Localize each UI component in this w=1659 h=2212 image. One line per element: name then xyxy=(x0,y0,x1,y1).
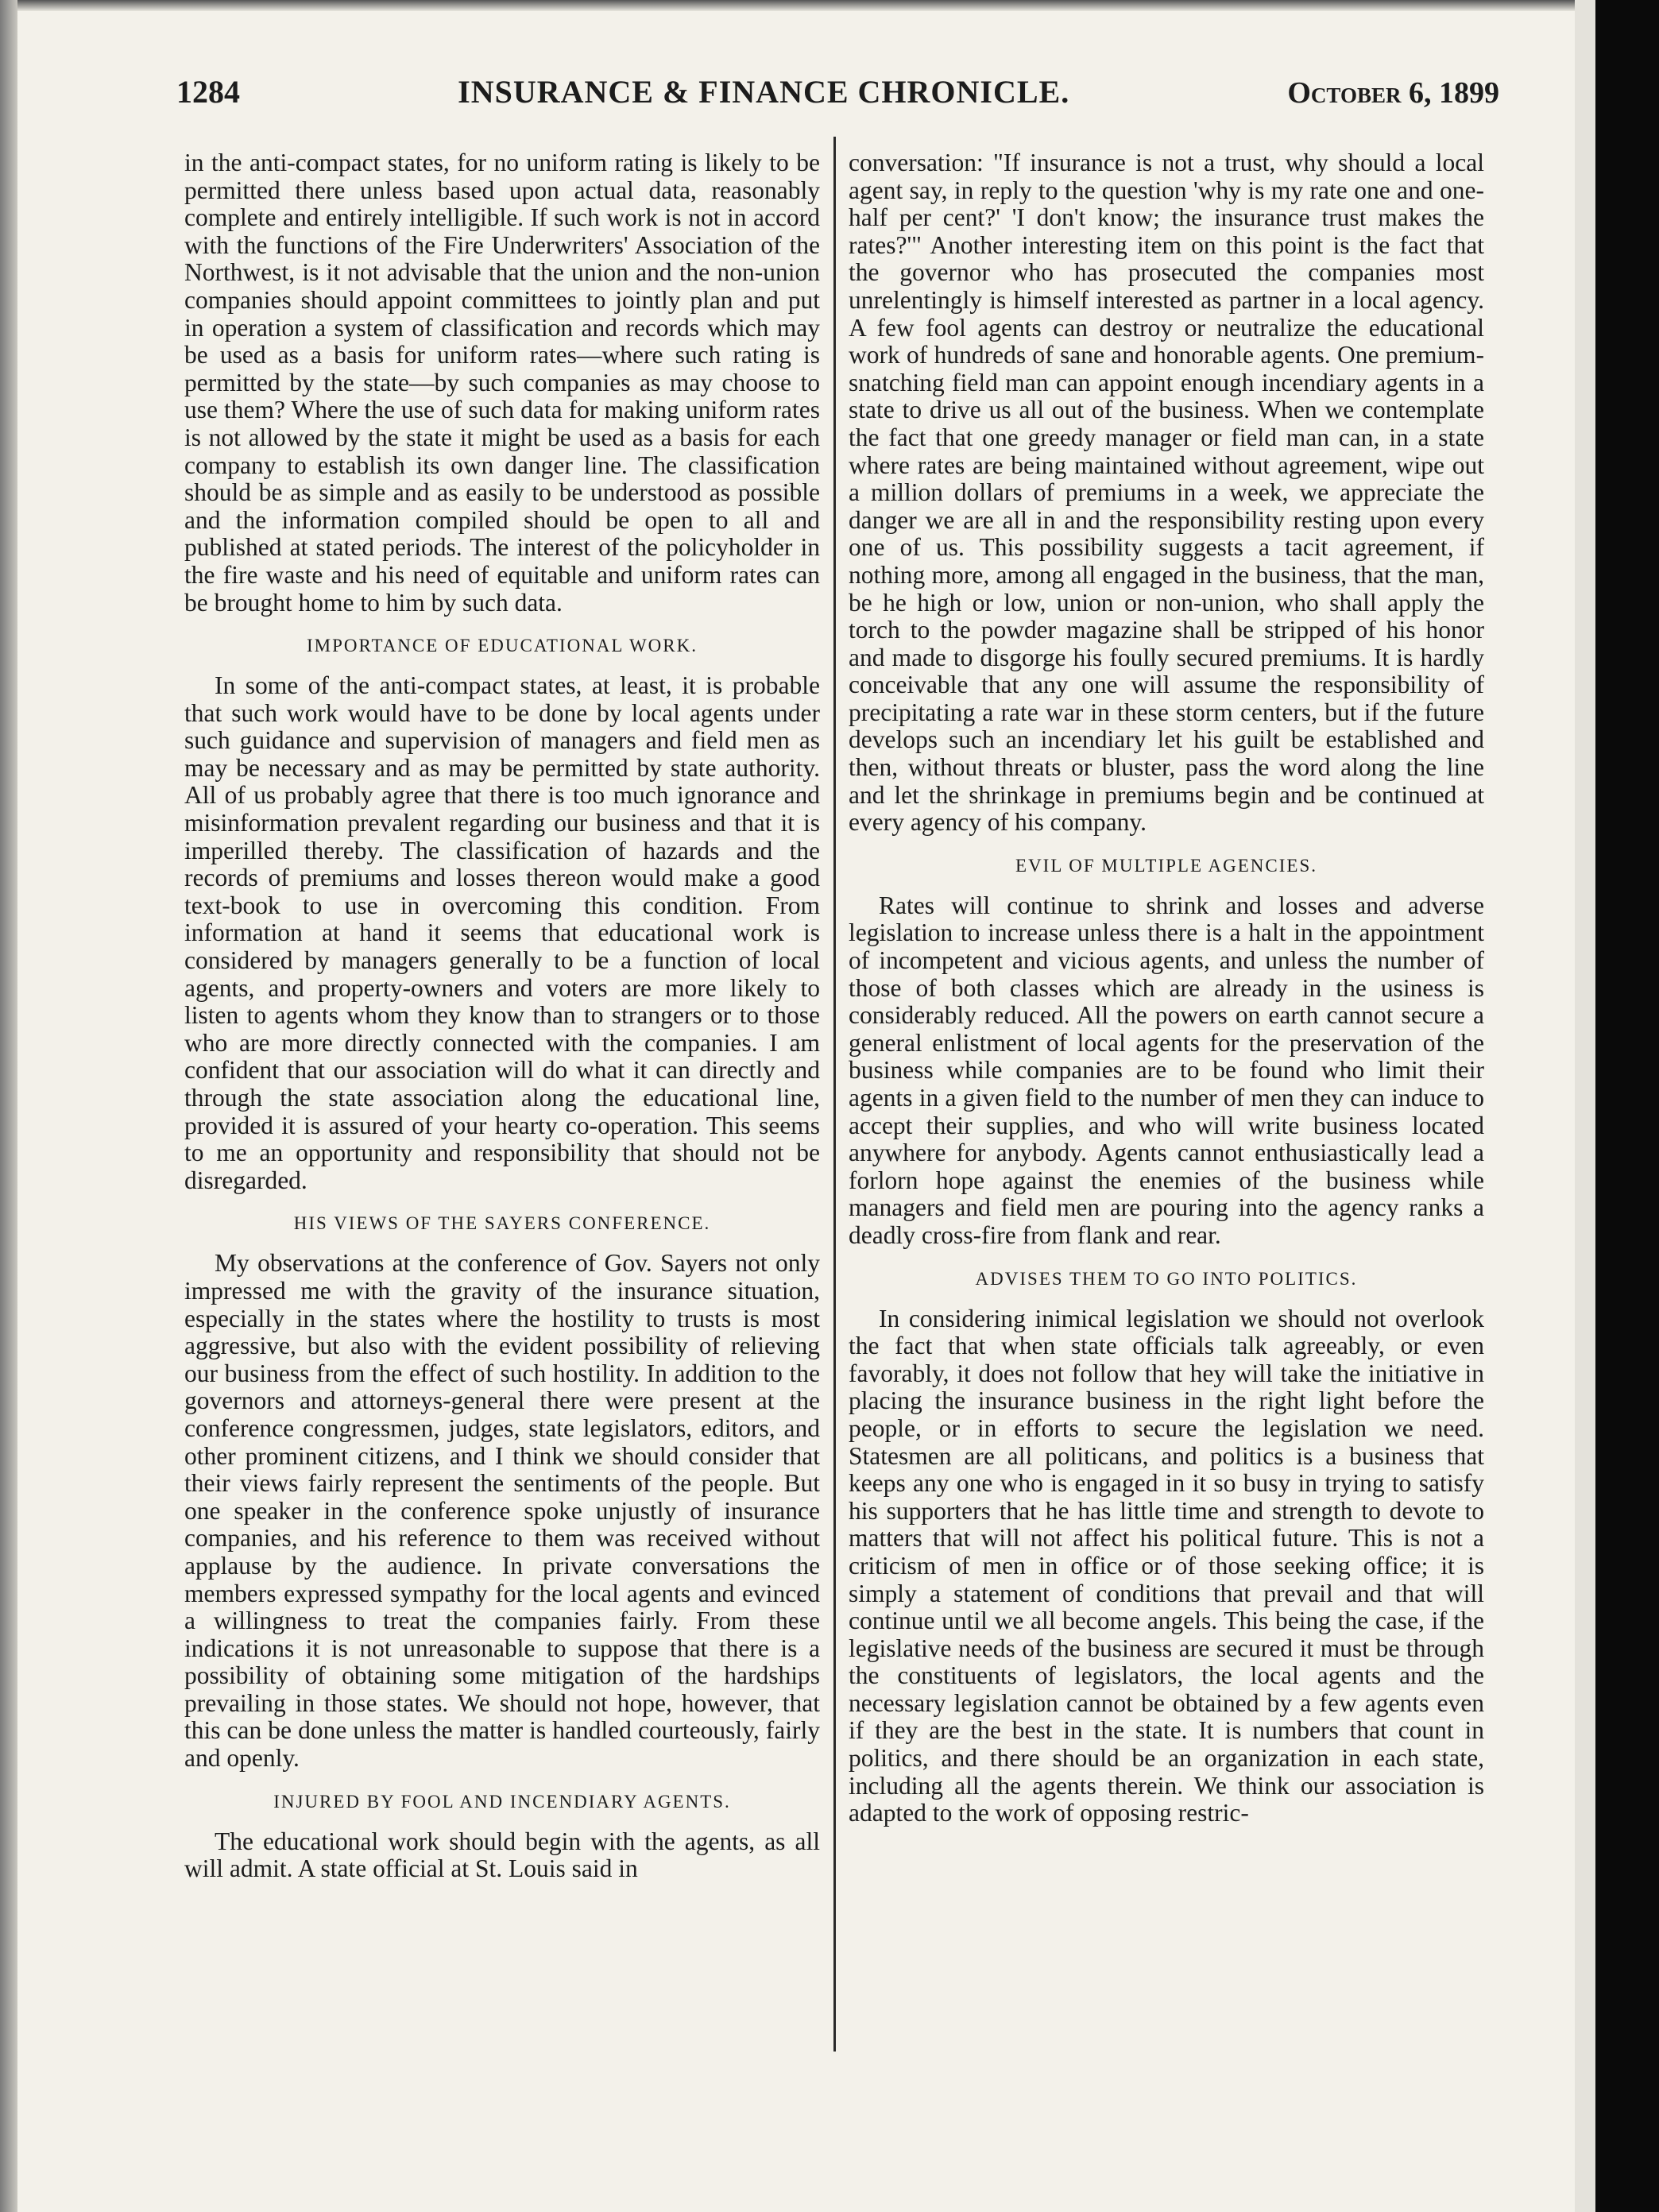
left-column xyxy=(184,149,820,1883)
paragraph: conversation: "If insurance is not a trust, why should a local agent say, in reply to the question 'why is my rate one and one-half per cent?' 'I don't know; the insurance trust makes the rates?'" Another interesting item on this point is the fact that the governor who has prosecuted the companies most unrelentingly is himself interested as partner in a local agency. A few fool agents can destroy or neutralize the educational work of hundreds of sane and honorable agents. One premium-snatching field man can appoint enough incendiary agents in a state to drive us all out of the business. When we contemplate the fact that one greedy manager or field man can, in a state where rates are being maintained without agreement, wipe out a million dollars of premiums in a week, we appreciate the danger we are all in and the responsibility resting upon every one of us. This possibility suggests a tacit agreement, if nothing more, among all engaged in the business, that the man, be he high or low, union or non-union, who shall apply the torch to the powder magazine shall be stripped of his honor and made to disgorge his foully secured premiums. It is hardly conceivable that any one will assume the responsibility of precipitating a rate war in these storm centers, but if the future develops such an incendiary let his guilt be established and then, without threats or bluster, pass the word along the line and let the shrinkage in premiums begin and be continued at every agency of his company. xyxy=(849,149,1484,837)
journal-title: INSURANCE & FINANCE CHRONICLE. xyxy=(458,74,1070,110)
column-divider xyxy=(833,137,836,2052)
scan-gutter xyxy=(1575,0,1595,2212)
paragraph: The educational work should begin with the agents, as all will admit. A state official at St. Louis said in xyxy=(184,1827,820,1883)
right-column xyxy=(849,149,1484,1827)
section-heading: INJURED BY FOOL AND INCENDIARY AGENTS. xyxy=(273,1791,731,1812)
scan-right-edge xyxy=(1595,0,1659,2212)
section-heading: HIS VIEWS OF THE SAYERS CONFERENCE. xyxy=(293,1213,711,1234)
section-heading: ADVISES THEM TO GO INTO POLITICS. xyxy=(975,1268,1358,1289)
issue-date: October 6, 1899 xyxy=(1287,76,1499,110)
paragraph: In considering inimical legislation we should not overlook the fact that when state officials talk agreeably, or even favorably, it does not follow that hey will take the initiative in placing the insurance business in the right light before the people, or in efforts to secure the legislation we need. Statesmen are all politicans, and politics is a business that keeps any one who is engaged in it so busy in trying to satisfy his supporters that he has little time and strength to devote to matters that will not affect his political future. This is not a criticism of men in office or of those seeking office; it is simply a statement of conditions that prevail and that will continue until we all become angels. This being the case, if the legislative needs of the business are secured it must be through the constituents of legislators, the local agents and the necessary legislation cannot be obtained by a few agents even if they are the best in the state. It is numbers that count in politics, and there should be an organization in each state, including all the agents therein. We think our association is adapted to the work of opposing restric- xyxy=(849,1304,1484,1827)
page-number: 1284 xyxy=(176,74,240,110)
section-heading: EVIL OF MULTIPLE AGENCIES. xyxy=(1015,855,1317,876)
scan-top-edge xyxy=(0,0,1659,11)
paragraph: In some of the anti-compact states, at least, it is probable that such work would have to be done by local agents under such guidance and supervision of managers and field men as may be necessary and as may be permitted by state authority. All of us probably agree that there is too much ignorance and misinformation prevalent regarding our business and that it is imperilled thereby. The classification of hazards and the records of premiums and losses thereon would make a good text-book to use in overcoming this condition. From information at hand it seems that educational work is considered by managers generally to be a function of local agents, and property-owners and voters are more likely to listen to agents whom they know than to strangers or to those who are more directly connected with the companies. I am confident that our association will do what it can directly and through the state association along the educational line, provided it is assured of your hearty co-operation. This seems to me an opportunity and responsibility that should not be disregarded. xyxy=(184,671,820,1194)
paragraph: My observations at the conference of Gov. Sayers not only impressed me with the gravity of the insurance situation, especially in the states where the hostility to trusts is most aggressive, but also with the evident possibility of relieving our business from the effect of such hostility. In addition to the governors and attorneys-general there were present at the conference congressmen, judges, state legislators, editors, and other prominent citizens, and I think we should consider that their views fairly represent the sentiments of the people. But one speaker in the conference spoke unjustly of insurance companies, and his reference to them was received without applause by the audience. In private conversations the members expressed sympathy for the local agents and evinced a willingness to treat the companies fairly. From these indications it is not unreasonable to suppose that there is a possibility of obtaining some mitigation of the hardships prevailing in those states. We should not hope, however, that this can be done unless the matter is handled courteously, fairly and openly. xyxy=(184,1249,820,1773)
scan-left-edge xyxy=(0,0,17,2212)
section-heading: IMPORTANCE OF EDUCATIONAL WORK. xyxy=(307,636,698,656)
paragraph: Rates will continue to shrink and losses and adverse legislation to increase unless there is a halt in the appointment of incompetent and vicious agents, and unless the number of those of both classes which are already in the usiness is considerably reduced. All the powers on earth cannot secure a general enlistment of local agents for the preservation of the business while companies are to be found who limit their agents in a given field to the number of men they can induce to accept their supplies, and who will write business located anywhere for anybody. Agents cannot enthusiastically lead a forlorn hope against the enemies of the business while managers and field men are pouring into the agency ranks a deadly cross-fire from flank and rear. xyxy=(849,891,1484,1249)
page-header xyxy=(176,73,1499,121)
paragraph: in the anti-compact states, for no uniform rating is likely to be permitted there unless based upon actual data, reasonably complete and entirely intelligible. If such work is not in accord with the functions of the Fire Underwriters' Association of the Northwest, is it not advisable that the union and the non-union companies should appoint committees to jointly plan and put in operation a system of classification and records which may be used as a basis for uniform rates—where such rating is permitted by the state—by such companies as may choose to use them? Where the use of such data for making uniform rates is not allowed by the state it might be used as a basis for each company to establish its own danger line. The classification should be as simple and as easily to be understood as possible and the information compiled should be open to all and published at stated periods. The interest of the policyholder in the fire waste and his need of equitable and uniform rates can be brought home to him by such data. xyxy=(184,149,820,617)
